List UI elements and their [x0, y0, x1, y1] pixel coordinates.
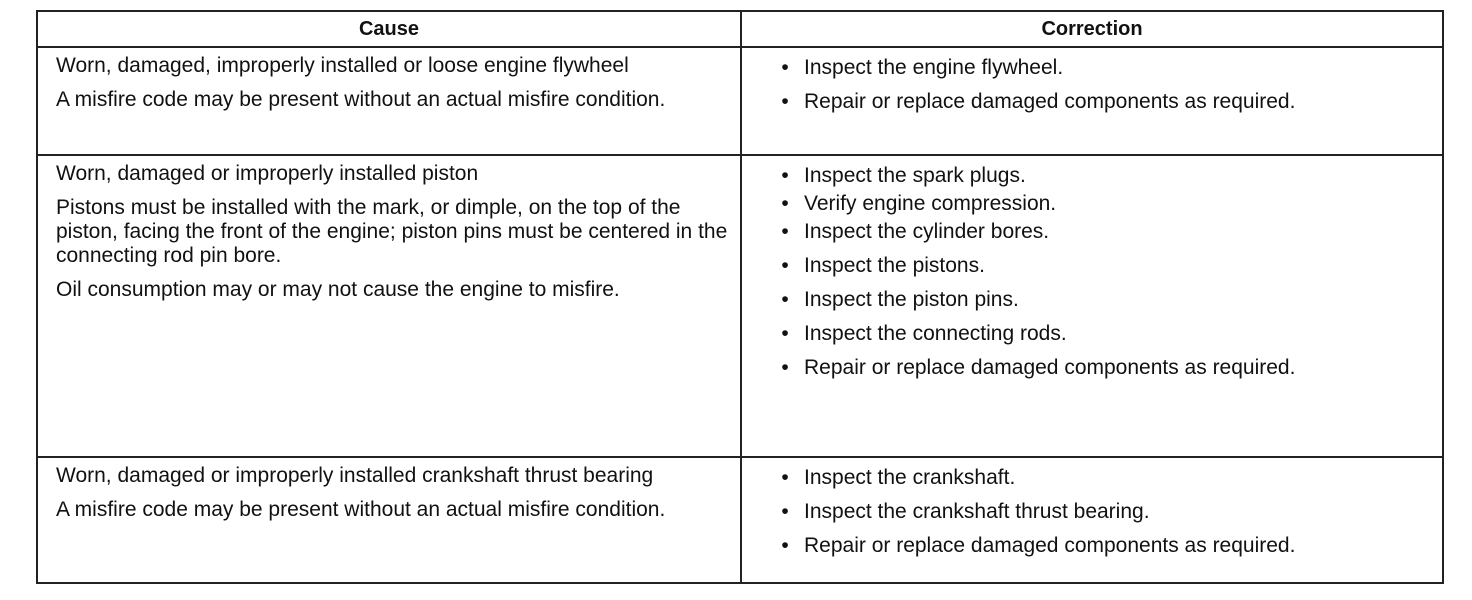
cause-title: Worn, damaged, improperly installed or loose engine flywheel: [56, 54, 629, 77]
list-item: [778, 192, 1432, 216]
correction-text: Repair or replace damaged components as required.: [804, 90, 1296, 113]
correction-text: Inspect the cylinder bores.: [804, 220, 1050, 243]
correction-text: Verify engine compression.: [804, 192, 1057, 215]
list-item: [778, 534, 1432, 558]
bullet-icon: •: [781, 192, 789, 215]
cause-note: A misfire code may be present without an actual misfire condition.: [56, 498, 666, 521]
correction-text: Inspect the pistons.: [804, 254, 985, 277]
bullet-icon: •: [781, 288, 789, 311]
bullet-icon: •: [781, 90, 789, 113]
bullet-icon: •: [781, 164, 789, 187]
cause-note: A misfire code may be present without an actual misfire condition.: [56, 88, 666, 111]
correction-column-header: Correction: [741, 11, 1443, 47]
correction-text: Inspect the crankshaft thrust bearing.: [804, 500, 1150, 523]
correction-cell: [741, 155, 1443, 457]
list-item: [778, 220, 1432, 244]
correction-text: Inspect the crankshaft.: [804, 466, 1016, 489]
bullet-icon: •: [781, 220, 789, 243]
list-item: [778, 500, 1432, 524]
correction-text: Inspect the piston pins.: [804, 288, 1019, 311]
list-item: [778, 90, 1432, 114]
bullet-icon: •: [781, 534, 789, 557]
correction-cell: [741, 457, 1443, 583]
list-item: [778, 288, 1432, 312]
list-item: [778, 164, 1432, 188]
bullet-icon: •: [781, 322, 789, 345]
diagnostic-table: [36, 10, 1444, 584]
table-row: [37, 457, 1443, 583]
bullet-icon: •: [781, 356, 789, 379]
list-item: [778, 466, 1432, 490]
correction-list: [778, 56, 1432, 114]
cause-title: Worn, damaged or improperly installed crankshaft thrust bearing: [56, 464, 654, 487]
table-header-row: [37, 11, 1443, 47]
bullet-icon: •: [781, 466, 789, 489]
correction-text: Inspect the engine flywheel.: [804, 56, 1064, 79]
cause-title: Worn, damaged or improperly installed piston: [56, 162, 479, 185]
cause-cell: [37, 47, 741, 155]
cause-column-header: Cause: [37, 11, 741, 47]
table-row: [37, 47, 1443, 155]
cause-note: Oil consumption may or may not cause the engine to misfire.: [56, 278, 620, 301]
cause-cell: [37, 457, 741, 583]
diagnostic-table-container: [36, 10, 1442, 584]
bullet-icon: •: [781, 56, 789, 79]
cause-cell: [37, 155, 741, 457]
correction-cell: [741, 47, 1443, 155]
list-item: [778, 254, 1432, 278]
bullet-icon: •: [781, 254, 789, 277]
correction-text: Repair or replace damaged components as required.: [804, 534, 1296, 557]
list-item: [778, 56, 1432, 80]
list-item: [778, 356, 1432, 380]
correction-list: [778, 466, 1432, 558]
correction-list: [778, 164, 1432, 380]
correction-text: Repair or replace damaged components as required.: [804, 356, 1296, 379]
cause-note: Pistons must be installed with the mark, or dimple, on the top of the piston, facing the front of the engine; piston pins must be centered in the connecting rod pin bore.: [56, 196, 728, 267]
correction-text: Inspect the spark plugs.: [804, 164, 1026, 187]
correction-text: Inspect the connecting rods.: [804, 322, 1067, 345]
table-row: [37, 155, 1443, 457]
list-item: [778, 322, 1432, 346]
bullet-icon: •: [781, 500, 789, 523]
